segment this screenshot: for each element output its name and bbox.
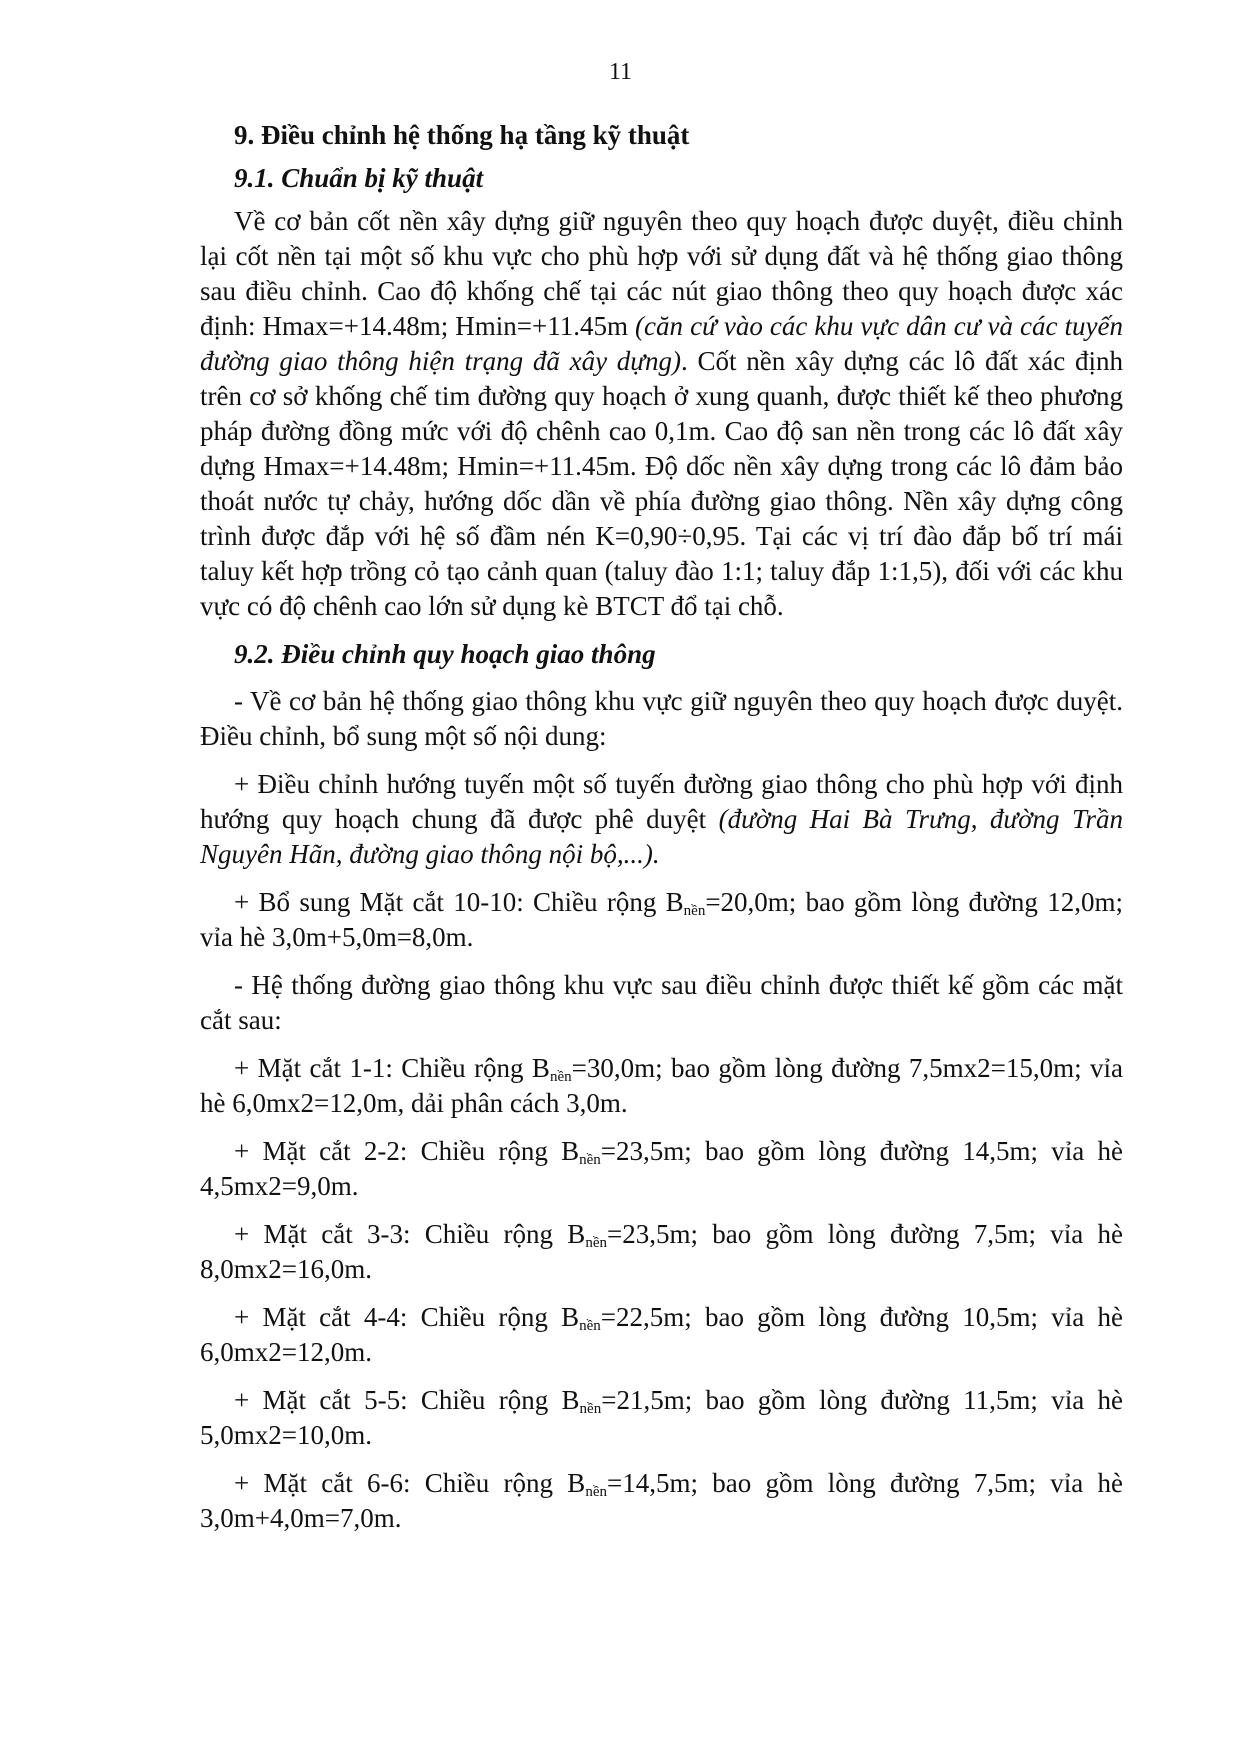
section-prefix: + Bổ sung Mặt cắt 10-10: Chiều rộng B xyxy=(234,887,684,917)
cross-section-item xyxy=(200,1217,1123,1287)
paragraph-traffic-intro: - Về cơ bản hệ thống giao thông khu vực giữ nguyên theo quy hoạch được duyệt. Điều chỉnh, bổ sung một số nội dung: xyxy=(200,686,1123,751)
subscript-nen: nền xyxy=(579,1318,601,1334)
paragraph-technical-preparation xyxy=(200,204,1123,624)
section-prefix: + Mặt cắt 3-3: Chiều rộng B xyxy=(234,1219,586,1249)
section-prefix: + Mặt cắt 1-1: Chiều rộng B xyxy=(234,1053,550,1083)
subscript-nen: nền xyxy=(579,1152,601,1168)
subscript-nen: nền xyxy=(683,903,706,919)
section-suffix: =21,5m; bao gồm lòng đường 11,5m; vỉa hè 5,0mx2=10,0m. xyxy=(200,1385,1123,1450)
paragraph-text: + Điều chỉnh hướng tuyến một số tuyến đường giao thông cho phù hợp với định hướng quy hoạch chung đã được phê duyệt xyxy=(200,769,1123,834)
section-prefix: + Mặt cắt 4-4: Chiều rộng B xyxy=(234,1302,580,1332)
subsection-heading-technical-preparation: 9.1. Chuẩn bị kỹ thuật xyxy=(234,163,484,193)
cross-section-item xyxy=(200,1466,1123,1536)
paragraph-italic-streets: (đường Hai Bà Trưng, đường Trần Nguyên Hãn, đường giao thông nội bộ,...). xyxy=(200,804,1123,869)
paragraph-added-section xyxy=(200,885,1123,955)
cross-section-item xyxy=(200,1051,1123,1121)
section-prefix: + Mặt cắt 6-6: Chiều rộng B xyxy=(234,1468,586,1498)
cross-section-item xyxy=(200,1134,1123,1204)
section-suffix: =20,0m; bao gồm lòng đường 12,0m; vỉa hè 3,0m+5,0m=8,0m. xyxy=(200,887,1123,952)
paragraph-route-adjustment xyxy=(200,767,1123,872)
paragraph-system-intro: - Hệ thống đường giao thông khu vực sau điều chỉnh được thiết kế gồm các mặt cắt sau: xyxy=(200,970,1123,1035)
subscript-nen: nền xyxy=(549,1069,572,1085)
section-suffix: =30,0m; bao gồm lòng đường 7,5mx2=15,0m; vỉa hè 6,0mx2=12,0m, dải phân cách 3,0m. xyxy=(200,1053,1123,1118)
section-prefix: + Mặt cắt 5-5: Chiều rộng B xyxy=(234,1385,580,1415)
paragraph-italic-note: (căn cứ vào các khu vực dân cư và các tuyến đường giao thông hiện trạng đã xây dựng) xyxy=(200,311,1123,376)
cross-section-item xyxy=(200,1300,1123,1370)
page-number: 11 xyxy=(608,59,633,85)
subscript-nen: nền xyxy=(579,1401,602,1417)
section-heading: 9. Điều chỉnh hệ thống hạ tầng kỹ thuật xyxy=(234,120,690,150)
paragraph-text-cont: . Cốt nền xây dựng các lô đất xác định trên cơ sở khống chế tim đường quy hoạch ở xung quanh, được thiết kế theo phương pháp đường đồng mức với độ chênh cao 0,1m. Cao độ san nền trong các lô đất xây dựng Hmax=+14.48m; Hmin=+11.45m. Độ dốc nền xây dựng trong các lô đảm bảo thoát nước tự chảy, hướng dốc dần về phía đường giao thông. Nền xây dựng công trình được đắp với hệ số đầm nén K=0,90÷0,95. Tại các vị trí đào đắp bố trí mái taluy kết hợp trồng cỏ tạo cảnh quan (taluy đào 1:1; taluy đắp 1:1,5), đối với các khu vực có độ chênh cao lớn sử dụng kè BTCT đổ tại chỗ. xyxy=(200,346,1123,621)
paragraph-text: Về cơ bản cốt nền xây dựng giữ nguyên theo quy hoạch được duyệt, điều chỉnh lại cốt nền tại một số khu vực cho phù hợp với sử dụng đất và hệ thống giao thông sau điều chỉnh. Cao độ khống chế tại các nút giao thông theo quy hoạch được xác định: Hmax=+14.48m; Hmin=+11.45m xyxy=(200,206,1123,341)
page-content xyxy=(200,118,1123,1549)
section-suffix: =23,5m; bao gồm lòng đường 7,5m; vỉa hè 8,0mx2=16,0m. xyxy=(200,1219,1123,1284)
cross-section-item xyxy=(200,1383,1123,1453)
subsection-heading-traffic-planning: 9.2. Điều chỉnh quy hoạch giao thông xyxy=(234,639,656,669)
body-wrap xyxy=(200,118,1123,1536)
section-prefix: + Mặt cắt 2-2: Chiều rộng B xyxy=(234,1136,580,1166)
section-suffix: =14,5m; bao gồm lòng đường 7,5m; vỉa hè 3,0m+4,0m=7,0m. xyxy=(200,1468,1123,1533)
section-suffix: =23,5m; bao gồm lòng đường 14,5m; vỉa hè 4,5mx2=9,0m. xyxy=(200,1136,1123,1201)
section-suffix: =22,5m; bao gồm lòng đường 10,5m; vỉa hè 6,0mx2=12,0m. xyxy=(200,1302,1123,1367)
subscript-nen: nền xyxy=(585,1484,607,1500)
subscript-nen: nền xyxy=(585,1235,607,1251)
